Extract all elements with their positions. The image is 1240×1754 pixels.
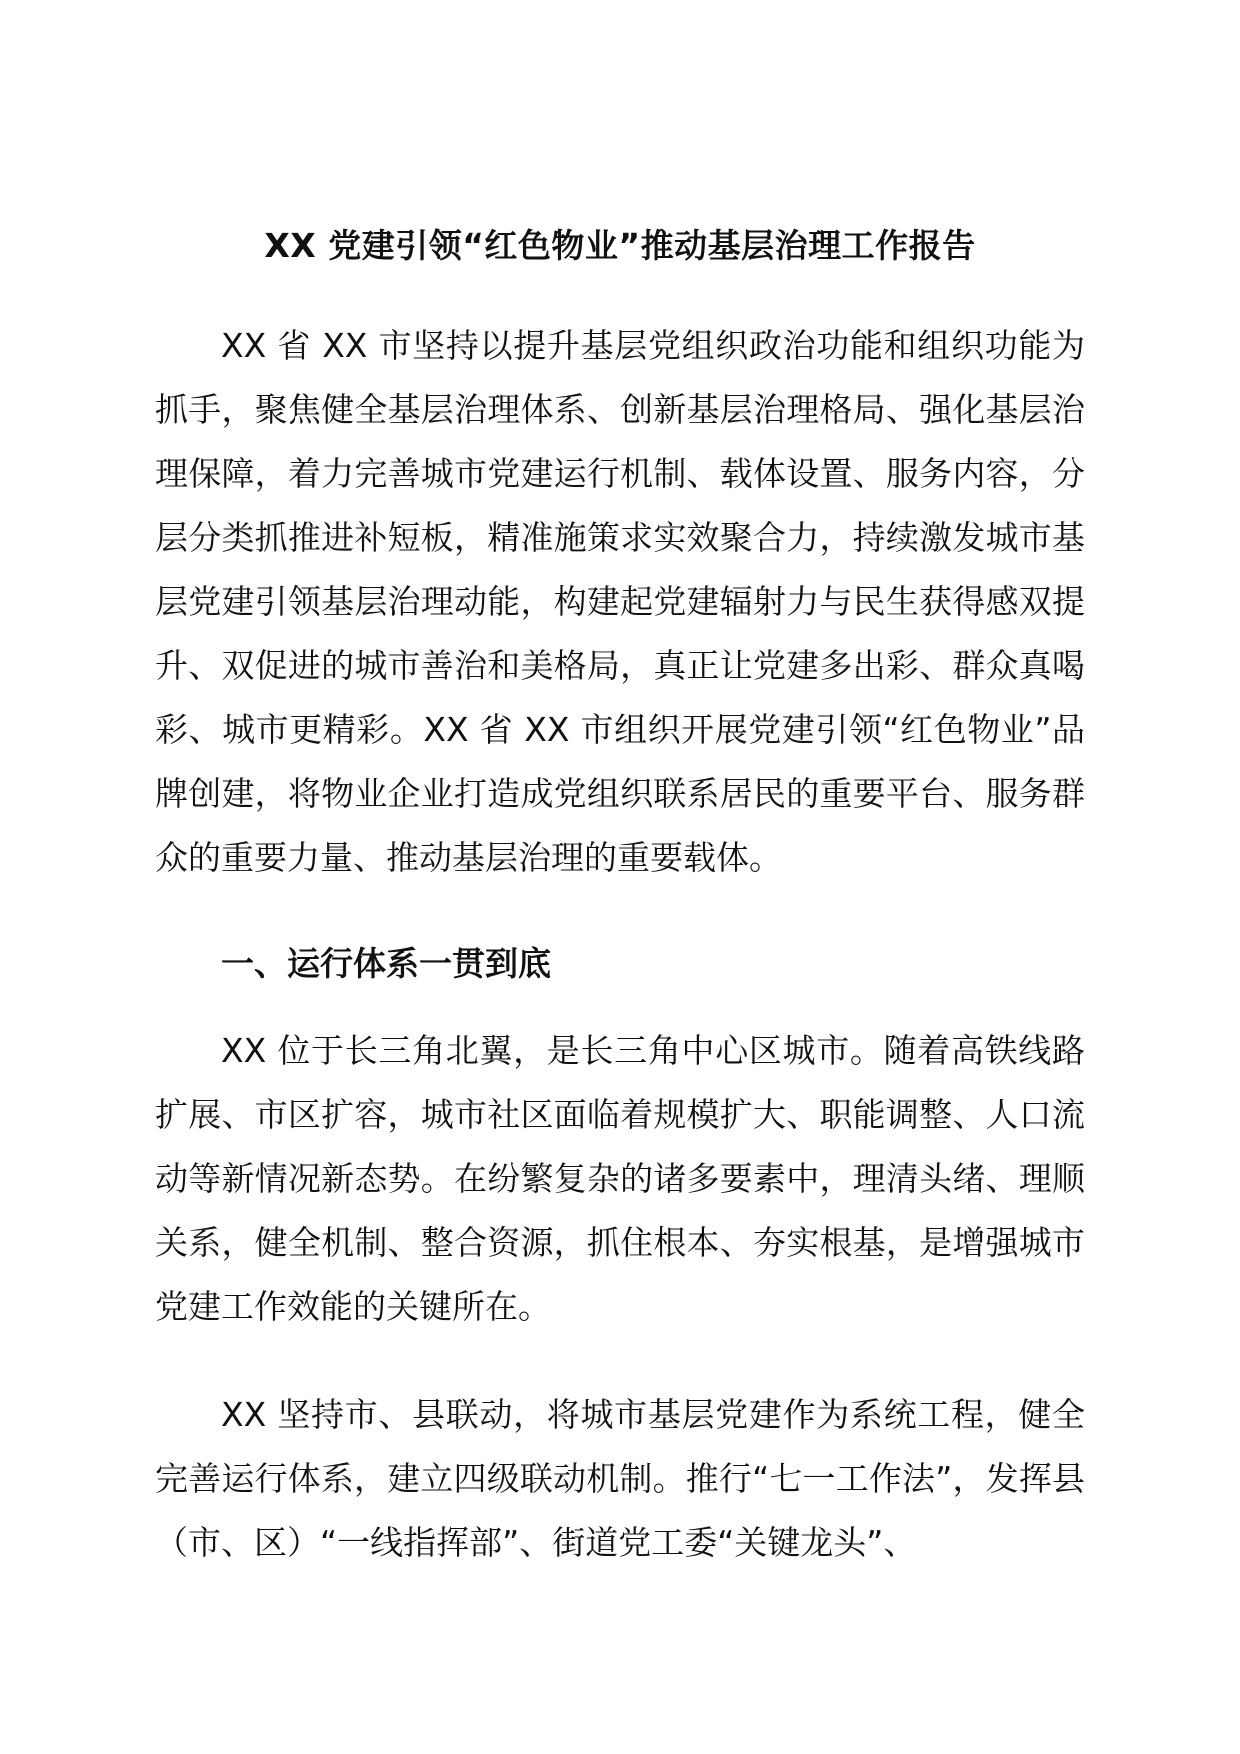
section-paragraph: XX 位于长三角北翼，是长三角中心区城市。随着高铁线路扩展、市区扩容，城市社区面临着规模扩大、职能调整、人口流动等新情况新态势。在纷繁复杂的诸多要素中，理清头绪、理顺关系，健全机制、整合资源，抓住根本、夯实根基，是增强城市党建工作效能的关键所在。 — [155, 1031, 1085, 1326]
section-paragraph: XX 坚持市、县联动，将城市基层党建作为系统工程，健全完善运行体系，建立四级联动机制。推行“七一工作法”，发挥县（市、区）“一线指挥部”、街道党工委“关键龙头”、 — [155, 1395, 1085, 1562]
intro-paragraph: XX 省 XX 市坚持以提升基层党组织政治功能和组织功能为抓手，聚焦健全基层治理体系、创新基层治理格局、强化基层治理保障，着力完善城市党建运行机制、载体设置、服务内容，分层分类抓推进补短板，精准施策求实效聚合力，持续激发城市基层党建引领基层治理动能，构建起党建辐射力与民生获得感双提升、双促进的城市善治和美格局，真正让党建多出彩、群众真喝彩、城市更精彩。XX 省 XX 市组织开展党建引领“红色物业”品牌创建，将物业企业打造成党组织联系居民的重要平台、服务群众的重要力量、推动基层治理的重要载体。 — [155, 326, 1085, 877]
document-title: XX 党建引领“红色物业”推动基层治理工作报告 — [264, 226, 976, 265]
section-heading: 一、运行体系一贯到底 — [221, 944, 551, 983]
